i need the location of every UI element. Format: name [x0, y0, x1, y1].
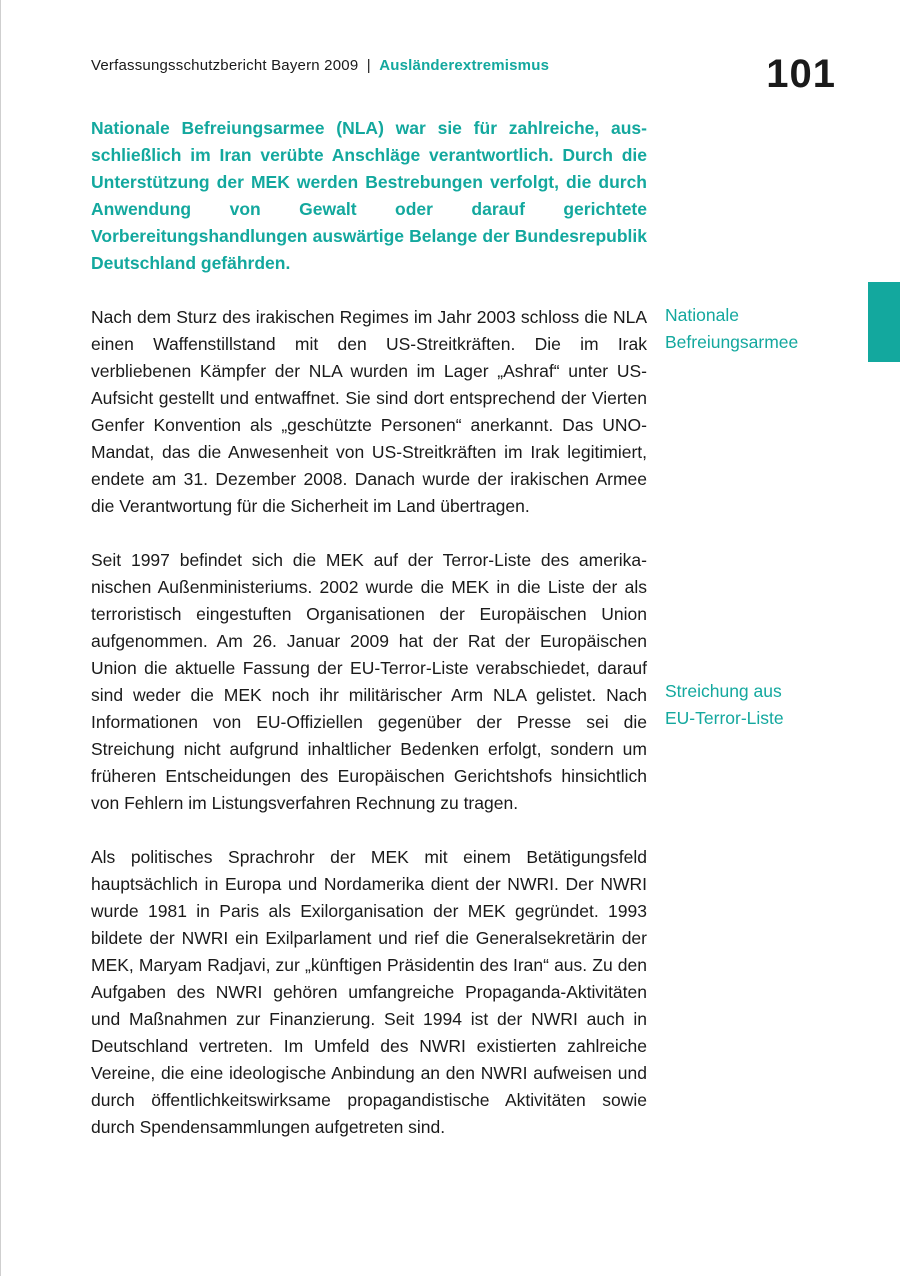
margin-note-line: EU-Terror-Liste — [665, 708, 784, 728]
margin-note-line: Streichung aus — [665, 681, 782, 701]
page-number: 101 — [766, 52, 836, 96]
paragraph-terror-list: Seit 1997 befindet sich die MEK auf der Terror-Liste des amerikanischen Außenministeriums. 2002 wurde die MEK in die Liste der als terroristisch eingestuften Organisationen der Europäischen Union aufgenommen. Am 26. Januar 2009 hat der Rat der Europäischen Union die aktuelle Fassung der EU-Terror-Liste verabschiedet, darauf sind weder die MEK noch ihr militärischer Arm NLA gelistet. Nach Informationen von EU-Offiziellen gegenüber der Presse sei die Streichung nicht aufgrund inhaltlicher Bedenken erfolgt, sondern um früheren Entscheidungen des Europäischen Gerichtshofs hinsichtlich von Fehlern im Listungsverfahren Rechnung zu tragen. — [91, 550, 647, 813]
page-left-rule — [0, 0, 1, 1276]
margin-note-line: Nationale — [665, 305, 739, 325]
paragraph-nwri: Als politisches Sprachrohr der MEK mit einem Betätigungsfeld hauptsächlich in Europa und Nordamerika dient der NWRI. Der NWRI wurde 1981 in Paris als Exilorganisation der MEK gegründet. 1993 bildete der NWRI ein Exilparlament und rief die Generalsekretärin der MEK, Maryam Radjavi, zur „künftigen Präsidentin des Iran“ aus. Zu den Aufgaben des NWRI gehören umfangreiche Propaganda-Aktivitäten und Maßnahmen zur Finanzierung. Seit 1994 ist der NWRI auch in Deutschland vertreten. Im Umfeld des NWRI existierten zahlreiche Vereine, die eine ideologische Anbindung an den NWRI aufweisen und durch öffentlichkeitswirksame propagandistische Aktivitäten sowie durch Spendensammlungen aufgetreten sind. — [91, 847, 647, 1137]
header-publication: Verfassungsschutzbericht Bayern 2009 — [91, 57, 359, 74]
header-separator: | — [366, 57, 371, 74]
margin-note-streichung-eu-terror-liste — [665, 678, 865, 732]
margin-note-line: Befreiungsarmee — [665, 332, 799, 352]
main-text-column — [91, 115, 647, 1168]
running-header — [91, 57, 549, 74]
header-section: Ausländerextremismus — [379, 57, 550, 74]
margin-note-nationale-befreiungsarmee — [665, 302, 865, 356]
lead-paragraph: Nationale Befreiungsarmee (NLA) war sie für zahlreiche, ausschließlich im Iran verübte Anschläge verantwortlich. Durch die Unterstützung der MEK werden Bestrebungen verfolgt, die durch Anwendung von Gewalt oder darauf gerichtete Vorbereitungshandlungen auswärtige Belange der Bundesrepublik Deutschland gefährden. — [91, 118, 647, 273]
paragraph-nla-ceasefire: Nach dem Sturz des irakischen Regimes im Jahr 2003 schloss die NLA einen Waffenstillstand mit den US-Streitkräften. Die im Irak verbliebenen Kämpfer der NLA wurden im Lager „Ashraf“ unter US-Aufsicht gestellt und entwaffnet. Sie sind dort entsprechend der Vierten Genfer Konvention als „geschützte Personen“ anerkannt. Das UNO-Mandat, das die Anwesenheit von US-Streitkräften im Irak legitimiert, endete am 31. Dezember 2008. Danach wurde der irakischen Armee die Verantwortung für die Sicherheit im Land übertragen. — [91, 307, 647, 516]
chapter-tab-marker — [868, 282, 900, 362]
